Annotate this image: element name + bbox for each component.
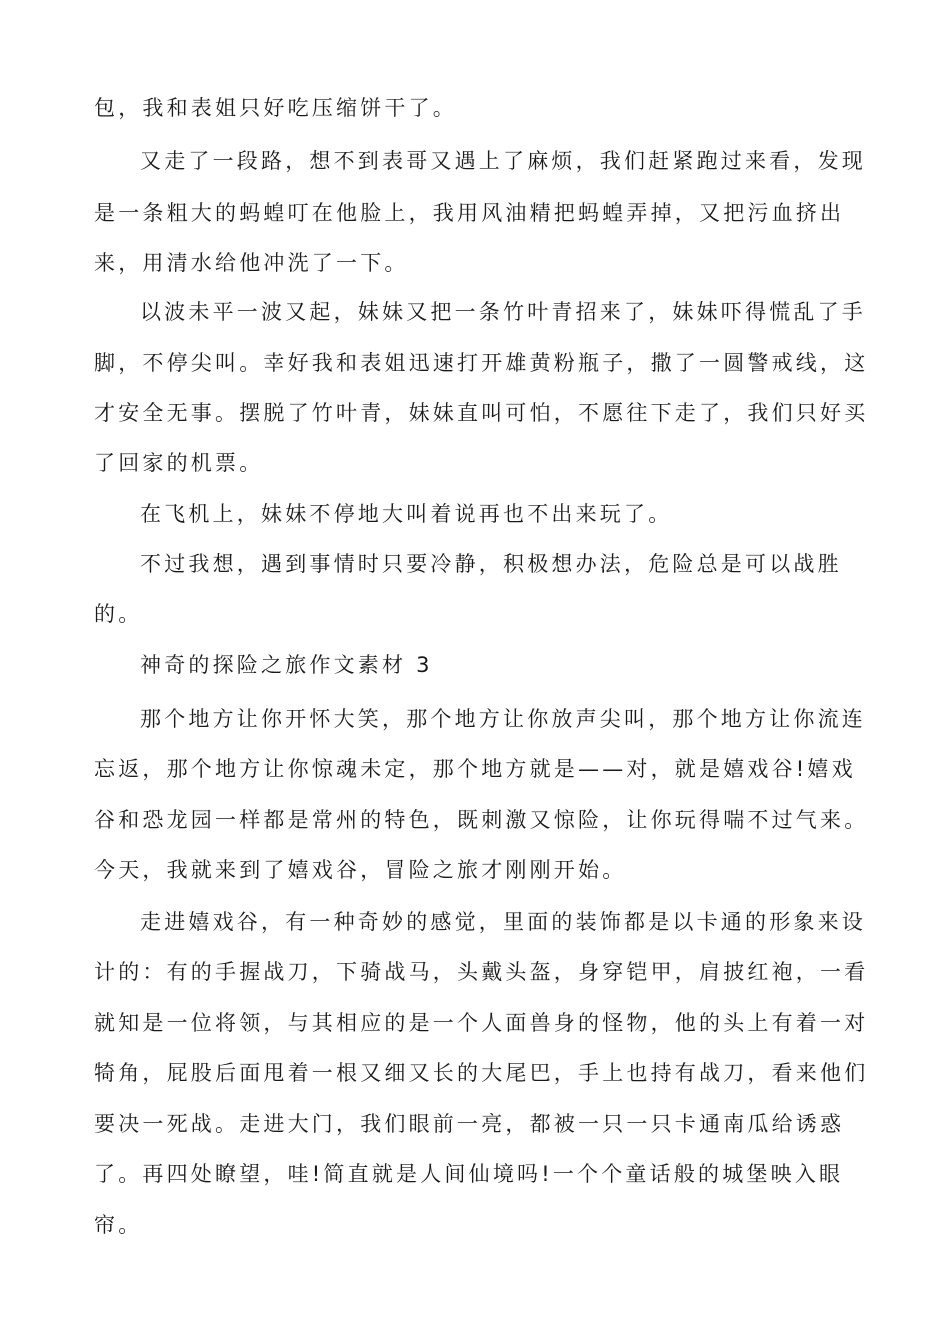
paragraph-start: 走进嬉戏谷，有一种奇妙的感觉，里面的装饰都是以卡通的形象来设 <box>140 910 866 934</box>
text-line: 今天，我就来到了嬉戏谷，冒险之旅才刚刚开始。 <box>94 858 627 882</box>
text-line: 忘返，那个地方让你惊魂未定，那个地方就是——对，就是嬉戏谷!嬉戏 <box>94 757 856 781</box>
text-line: 就知是一位将领，与其相应的是一个人面兽身的怪物，他的头上有着一对 <box>94 1011 869 1035</box>
text-line: 了回家的机票。 <box>94 451 264 475</box>
paragraph-start: 那个地方让你开怀大笑，那个地方让你放声尖叫，那个地方让你流连 <box>140 707 866 731</box>
text-line: 包，我和表姐只好吃压缩饼干了。 <box>94 96 457 120</box>
paragraph-start: 在飞机上，妹妹不停地大叫着说再也不出来玩了。 <box>140 502 673 526</box>
paragraph-start: 又走了一段路，想不到表哥又遇上了麻烦，我们赶紧跑过来看，发现 <box>140 149 866 173</box>
text-line: 谷和恐龙园一样都是常州的特色，既刺激又惊险，让你玩得喘不过气来。 <box>94 808 869 832</box>
text-line: 帘。 <box>94 1213 143 1237</box>
text-line: 了。再四处瞭望，哇!简直就是人间仙境吗!一个个童话般的城堡映入眼 <box>94 1162 844 1186</box>
text-line: 是一条粗大的蚂蝗叮在他脸上，我用风油精把蚂蝗弄掉，又把污血挤出 <box>94 201 845 225</box>
text-line: 来，用清水给他冲洗了一下。 <box>94 251 409 275</box>
text-line: 犄角，屁股后面甩着一根又细又长的大尾巴，手上也持有战刀，看来他们 <box>94 1061 869 1085</box>
text-line: 计的：有的手握战刀，下骑战马，头戴头盔，身穿铠甲，肩披红袍，一看 <box>94 960 869 984</box>
paragraph-start: 以波未平一波又起，妹妹又把一条竹叶青招来了，妹妹吓得慌乱了手 <box>140 300 866 324</box>
text-line: 才安全无事。摆脱了竹叶青，妹妹直叫可怕，不愿往下走了，我们只好买 <box>94 401 869 425</box>
section-title: 神奇的探险之旅作文素材 3 <box>140 653 433 677</box>
text-line: 的。 <box>94 602 143 626</box>
text-line: 要决一死战。走进大门，我们眼前一亮，都被一只一只卡通南瓜给诱惑 <box>94 1112 845 1136</box>
paragraph-start: 不过我想，遇到事情时只要冷静，积极想办法，危险总是可以战胜 <box>140 552 842 576</box>
text-line: 脚，不停尖叫。幸好我和表姐迅速打开雄黄粉瓶子，撒了一圆警戒线，这 <box>94 351 869 375</box>
